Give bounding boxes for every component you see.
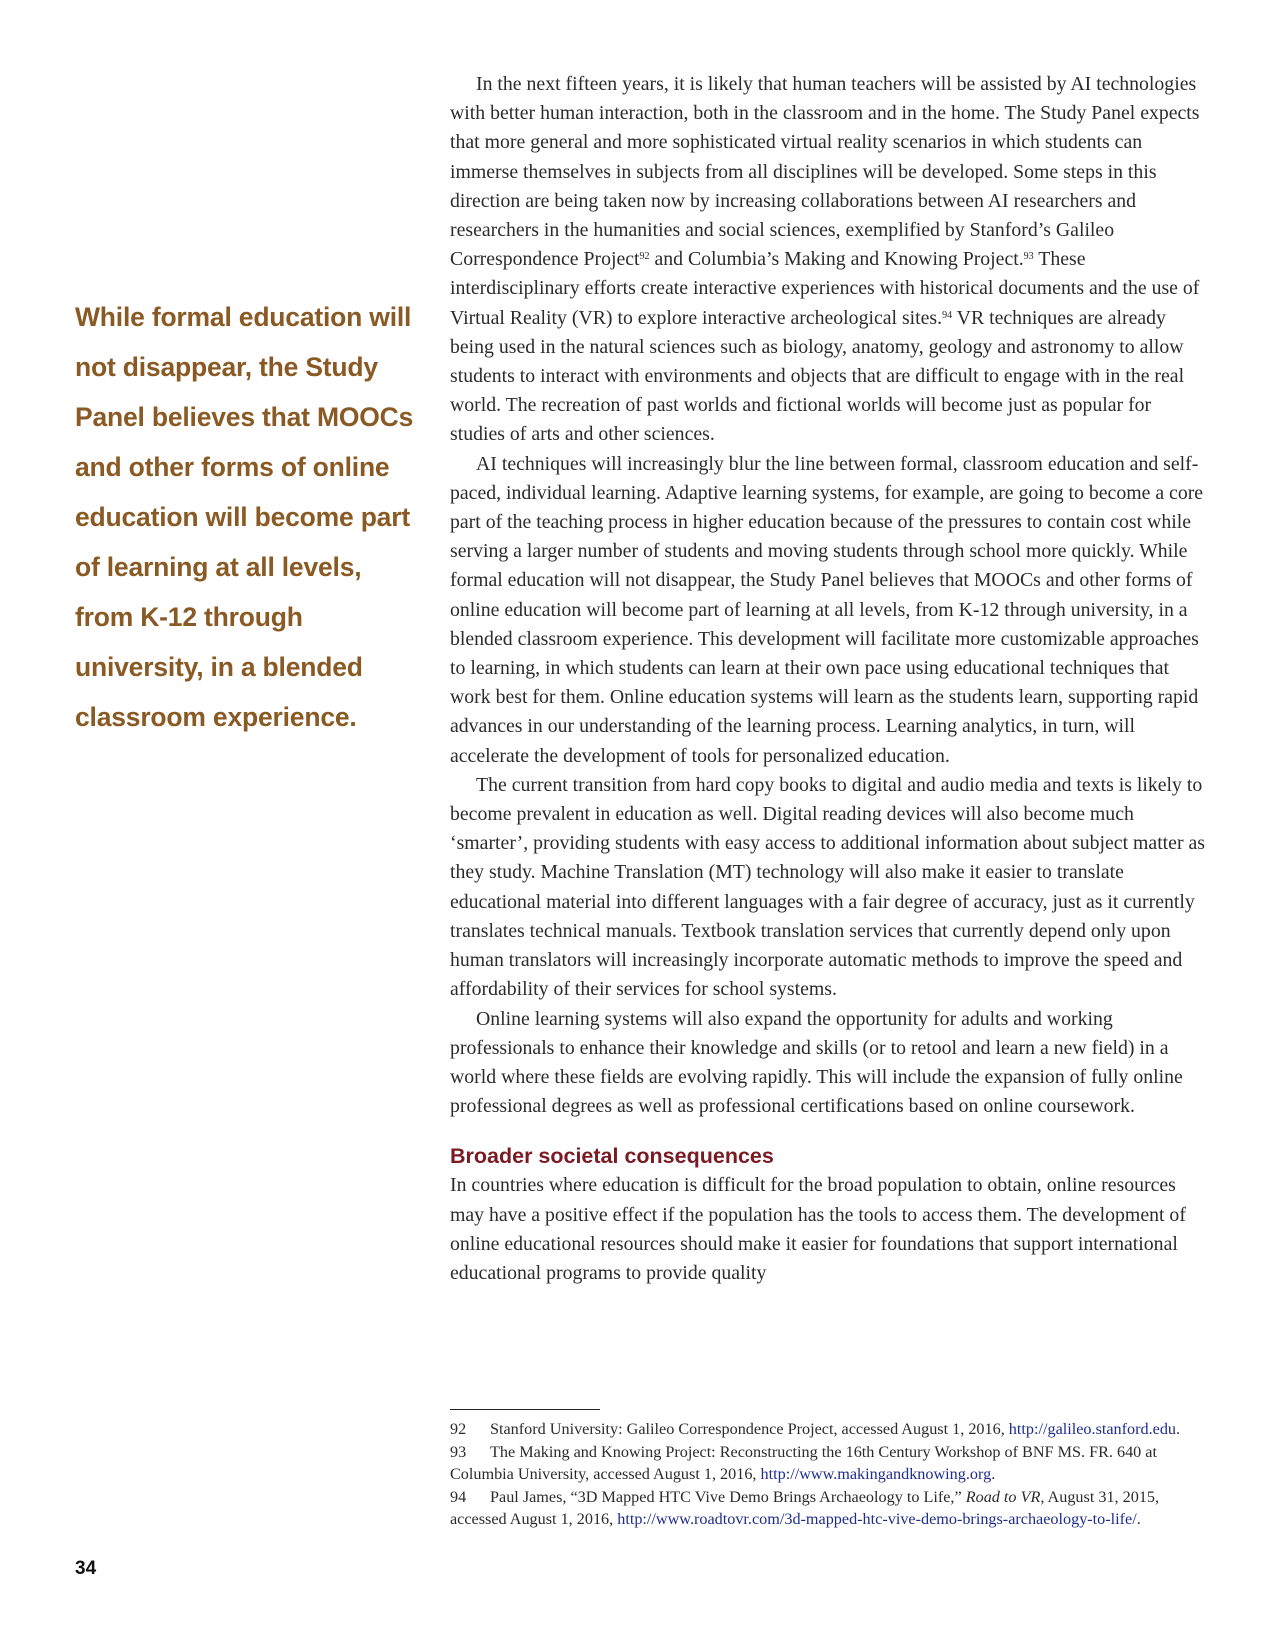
paragraph-4: Online learning systems will also expand the opportunity for adults and working professionals to enhance their knowledge and skills (or to retool and learn a new field) in a world where these fields are evolving rapidly. This will include the expansion of fully online professional degrees as well as professional certifications based on online coursework. — [450, 1007, 1183, 1118]
footnote-text: The Making and Knowing Project: Reconstructing the 16th Century Workshop of BNF MS. FR. 640 at Columbia University, accessed August 1, 2016, — [450, 1442, 1157, 1483]
footnote-divider — [450, 1409, 600, 1410]
paragraph-5: In countries where education is difficult for the broad population to obtain, online resources may have a positive effect if the population has the tools to access them. The development of online educational resources should make it easier for foundations that support international educational programs to provide quality — [450, 1174, 1186, 1284]
footnote-ref-93[interactable]: 93 — [1023, 251, 1034, 263]
paragraph-1-part-b: and Columbia’s Making and Knowing Project. — [649, 248, 1024, 271]
paragraph-3: The current transition from hard copy books to digital and audio media and texts is likely to become prevalent in education as well. Digital reading devices will also become much ‘smarter’, providing students with easy access to additional information about subject matter as they study. Machine Translation (MT) technology will also make it easier to translate educational material into different languages with a fair degree of accuracy, just as it currently translates technical manuals. Textbook translation services that currently depend only upon human translators will increasingly incorporate automatic methods to improve the speed and affordability of their services for school systems. — [450, 773, 1205, 1001]
footnote-92 — [450, 1418, 1210, 1441]
paragraph-1 — [450, 70, 1210, 450]
pull-quote: While formal education will not disappear, the Study Panel believes that MOOCs and other forms of online education will become part of learning at all levels, from K-12 through university, in a blended classroom experience. — [75, 302, 414, 732]
footnote-number: 92 — [450, 1420, 467, 1438]
footnote-text: Paul James, “3D Mapped HTC Vive Demo Brings Archaeology to Life,” — [490, 1487, 966, 1506]
footnote-link[interactable]: http://galileo.stanford.edu — [1008, 1420, 1177, 1438]
footnote-text-continued: , August 31, 2015, accessed August 1, 2016, — [450, 1487, 1160, 1528]
footnote-93 — [450, 1441, 1210, 1486]
paragraph-2: AI techniques will increasingly blur the line between formal, classroom education and self-paced, individual learning. Adaptive learning systems, for example, are going to become a core part of the teaching process in higher education because of the pressures to contain cost while serving a larger number of students and moving students through school more quickly. While formal education will not disappear, the Study Panel believes that MOOCs and other forms of online education will become part of learning at all levels, from K-12 through university, in a blended classroom experience. This development will facilitate more customizable approaches to learning, in which students can learn at their own pace using educational techniques that work best for them. Online education systems will learn as the students learn, supporting rapid advances in our understanding of the learning process. Learning analytics, in turn, will accelerate the development of tools for personalized education. — [450, 452, 1204, 767]
footnote-94 — [450, 1486, 1210, 1531]
footnote-punct: . — [1176, 1420, 1181, 1438]
footnotes — [450, 1418, 1210, 1531]
main-text-column — [450, 70, 1210, 1288]
footnote-text: Stanford University: Galileo Correspondence Project, accessed August 1, 2016, — [490, 1420, 1009, 1438]
footnote-ref-94[interactable]: 94 — [942, 309, 953, 321]
page-number: 34 — [75, 1558, 97, 1579]
section-heading: Broader societal consequences — [450, 1144, 774, 1169]
footnote-punct: . — [1136, 1510, 1141, 1528]
footnote-number: 93 — [450, 1442, 467, 1461]
paragraph-1-part-d: VR techniques are already being used in the natural sciences such as biology, anatomy, geology and astronomy to allow students to interact with environments and objects that are difficult to engage with in the real world. The recreation of past worlds and fictional worlds will become just as popular for studies of arts and other sciences. — [450, 306, 1185, 446]
paragraph-1-part-c: These interdisciplinary efforts create interactive experiences with historical documents and the use of Virtual Reality (VR) to explore interactive archeological sites. — [450, 248, 1200, 329]
paragraph-1-part-a: In the next fifteen years, it is likely that human teachers will be assisted by AI technologies with better human interaction, both in the classroom and in the home. The Study Panel expects that more general and more sophisticated virtual reality scenarios in which students can immerse themselves in subjects from all disciplines will be developed. Some steps in this direction are being taken now by increasing collaborations between AI researchers and researchers in the humanities and social sciences, exemplified by Stanford’s Galileo Correspondence Project — [450, 73, 1200, 271]
footnote-punct: . — [991, 1465, 996, 1483]
footnote-link[interactable]: http://www.roadtovr.com/3d-mapped-htc-vive-demo-brings-archaeology-to-life/ — [617, 1510, 1137, 1528]
footnote-italic-title: Road to VR — [965, 1487, 1041, 1506]
footnote-link[interactable]: http://www.makingandknowing.org — [760, 1465, 992, 1483]
footnote-ref-92[interactable]: 92 — [639, 251, 650, 263]
footnote-number: 94 — [450, 1487, 467, 1506]
